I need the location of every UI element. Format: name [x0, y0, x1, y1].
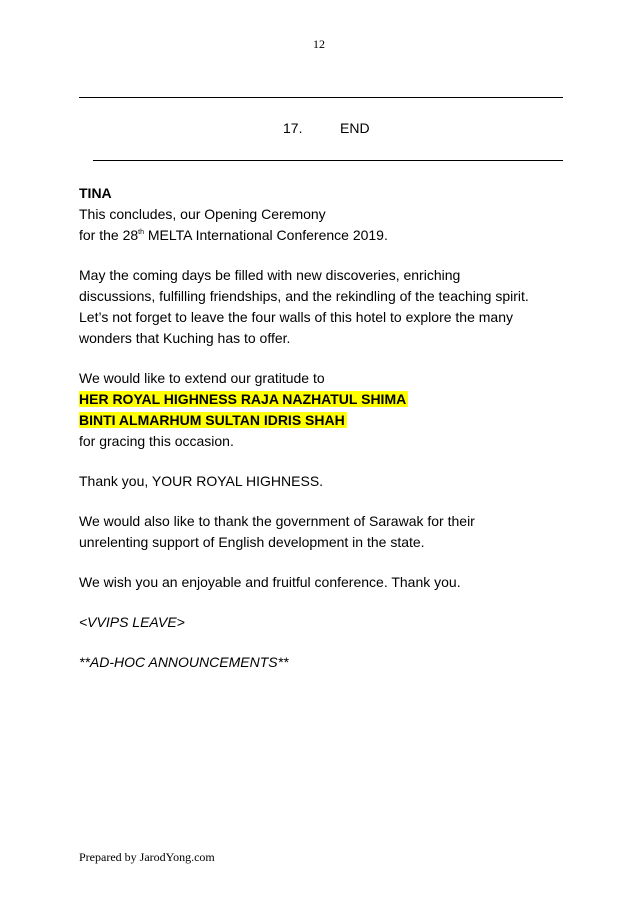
section-title: END [340, 120, 370, 136]
adhoc-announcements-cue: **AD-HOC ANNOUNCEMENTS** [79, 654, 289, 670]
wish-line: We wish you an enjoyable and fruitful conference. Thank you. [79, 574, 461, 590]
royal-name-line-2 [79, 410, 579, 431]
concludes-line: This concludes, our Opening Ceremony [79, 206, 326, 222]
section-number: 17. [283, 120, 303, 136]
page-number: 12 [313, 37, 325, 51]
conference-prefix: for the 28 [79, 227, 139, 243]
vvips-leave-cue: <VVIPS LEAVE> [79, 614, 185, 630]
gracing-line: for gracing this occasion. [79, 433, 234, 449]
gratitude-line: We would like to extend our gratitude to [79, 370, 325, 386]
coming-days-line-2: discussions, fulfilling friendships, and the rekindling of the teaching spirit. [79, 288, 529, 304]
top-divider [79, 97, 563, 98]
sarawak-line-2: unrelenting support of English development in the state. [79, 534, 425, 550]
bottom-divider [93, 160, 563, 161]
thank-highness-line: Thank you, YOUR ROYAL HIGHNESS. [79, 473, 324, 489]
sarawak-line-1: We would also like to thank the government of Sarawak for their [79, 513, 475, 529]
royal-name-highlight-1: HER ROYAL HIGHNESS RAJA NAZHATUL SHIMA [79, 391, 407, 407]
coming-days-line-4: wonders that Kuching has to offer. [79, 330, 291, 346]
conference-suffix: MELTA International Conference 2019. [144, 227, 388, 243]
script-content [79, 183, 579, 673]
footer-credit: Prepared by JarodYong.com [79, 850, 215, 864]
speaker-name: TINA [79, 185, 112, 201]
coming-days-line-1: May the coming days be filled with new discoveries, enriching [79, 267, 461, 283]
coming-days-line-3: Let’s not forget to leave the four walls of this hotel to explore the many [79, 309, 513, 325]
ordinal-suffix: th [138, 229, 144, 236]
royal-name-highlight-2: BINTI ALMARHUM SULTAN IDRIS SHAH [79, 412, 345, 428]
section-heading [283, 120, 370, 136]
conference-line [79, 225, 579, 246]
royal-name-line-1 [79, 389, 579, 410]
